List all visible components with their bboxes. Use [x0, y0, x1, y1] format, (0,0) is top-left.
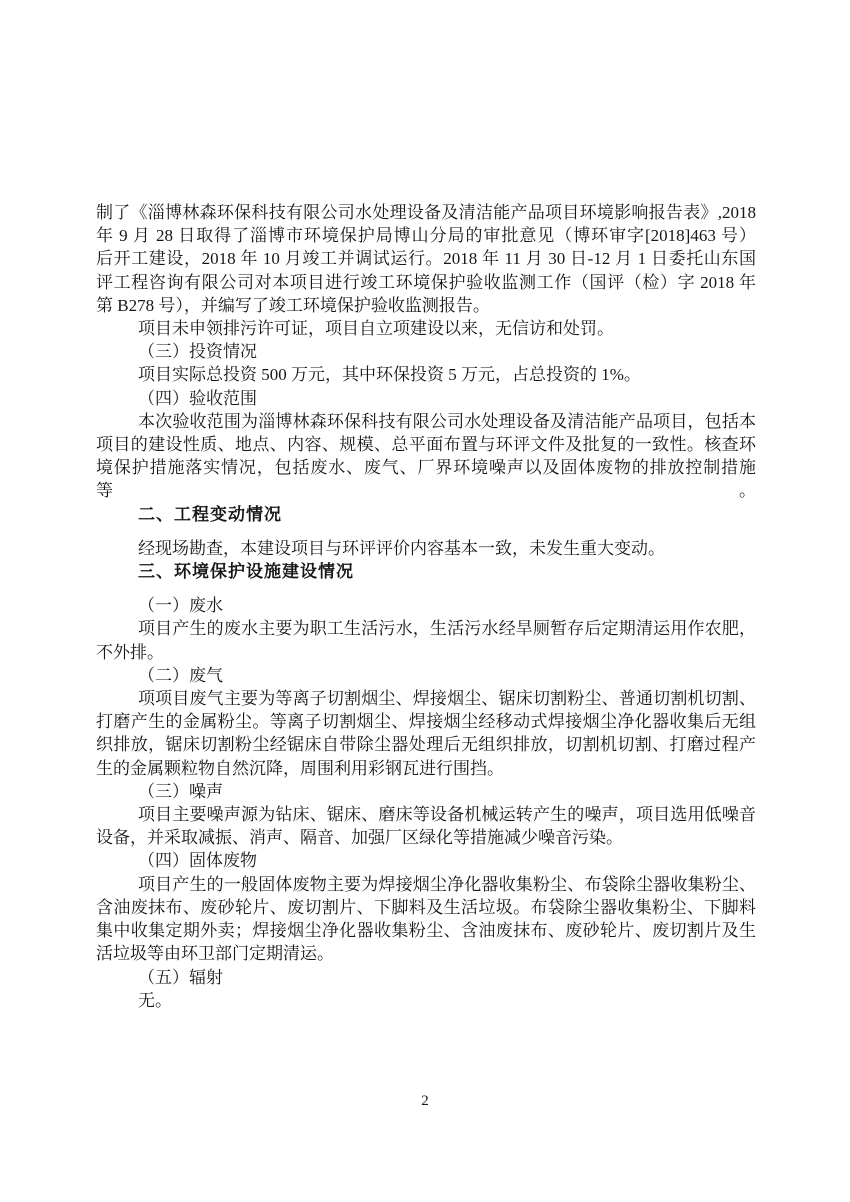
text-line: 境保护措施落实情况，包括废水、废气、厂界环境噪声以及固体废物的排放控制措施等。 [96, 458, 756, 501]
text-line: 设备，并采取减振、消声、隔音、加强厂区绿化等措施减少噪音污染。 [96, 828, 623, 848]
section-heading: 二、工程变动情况 [138, 504, 282, 524]
text-line: 含油废抹布、废砂轮片、废切割片、下脚料及生活垃圾。布袋除尘器收集粉尘、下脚料 [96, 897, 756, 917]
text-line: 活垃圾等由环卫部门定期清运。 [96, 944, 334, 964]
text-line: （三）投资情况 [138, 342, 257, 362]
text-line: 生的金属颗粒物自然沉降，周围利用彩钢瓦进行围挡。 [96, 758, 504, 778]
text-line: （四）验收范围 [138, 388, 257, 408]
text-line: （二）废气 [138, 665, 223, 685]
text-line: （四）固体废物 [138, 851, 257, 871]
text-line: 第 B278 号），并编写了竣工环境保护验收监测报告。 [96, 295, 490, 315]
section-heading: 三、环境保护设施建设情况 [138, 562, 354, 582]
text-line: 经现场勘查，本建设项目与环评评价内容基本一致，未发生重大变动。 [138, 538, 665, 558]
text-line: 后开工建设，2018 年 10 月竣工并调试运行。2018 年 11 月 30 日-12 月 1 日委托山东国 [96, 249, 756, 269]
text-line: 项目未申领排污许可证，项目自立项建设以来，无信访和处罚。 [138, 319, 614, 339]
text-line: 本次验收范围为淄博林森环保科技有限公司水处理设备及清洁能产品项目，包括本 [138, 411, 756, 431]
text-line: 制了《淄博林森环保科技有限公司水处理设备及清洁能产品项目环境影响报告表》,2018 [96, 203, 756, 222]
text-line: 集中收集定期外卖；焊接烟尘净化器收集粉尘、含油废抹布、废砂轮片、废切割片及生 [96, 921, 756, 941]
text-line: 项目产生的一般固体废物主要为焊接烟尘净化器收集粉尘、布袋除尘器收集粉尘、 [138, 874, 756, 894]
document-body [96, 201, 756, 1012]
text-line: （三）噪声 [138, 781, 223, 801]
text-line: 项目实际总投资 500 万元，其中环保投资 5 万元，占总投资的 1%。 [138, 365, 641, 385]
text-line: 织排放，锯床切割粉尘经锯床自带除尘器处理后无组织排放，切割机切割、打磨过程产 [96, 735, 756, 755]
text-line: 不外排。 [96, 642, 164, 662]
text-line: 项目产生的废水主要为职工生活污水，生活污水经旱厕暂存后定期清运用作农肥， [138, 619, 756, 639]
text-line: （五）辐射 [138, 967, 223, 987]
text-line: 无。 [138, 990, 172, 1010]
text-line: 项目的建设性质、地点、内容、规模、总平面布置与环评文件及批复的一致性。核查环 [96, 435, 756, 455]
text-line: 项项目废气主要为等离子切割烟尘、焊接烟尘、锯床切割粉尘、普通切割机切割、 [138, 689, 756, 709]
page-footer [0, 1091, 850, 1111]
page-number: 2 [421, 1093, 429, 1109]
text-line: 打磨产生的金属粉尘。等离子切割烟尘、焊接烟尘经移动式焊接烟尘净化器收集后无组 [96, 712, 756, 732]
text-line: 项目主要噪声源为钻床、锯床、磨床等设备机械运转产生的噪声，项目选用低噪音 [138, 805, 756, 825]
text-line: 评工程咨询有限公司对本项目进行竣工环境保护验收监测工作（国评（检）字 2018 年 [96, 272, 756, 292]
text-line: （一）废水 [138, 596, 223, 616]
text-line: 年 9 月 28 日取得了淄博市环境保护局博山分局的审批意见（博环审字[2018]463 号） [96, 226, 756, 246]
